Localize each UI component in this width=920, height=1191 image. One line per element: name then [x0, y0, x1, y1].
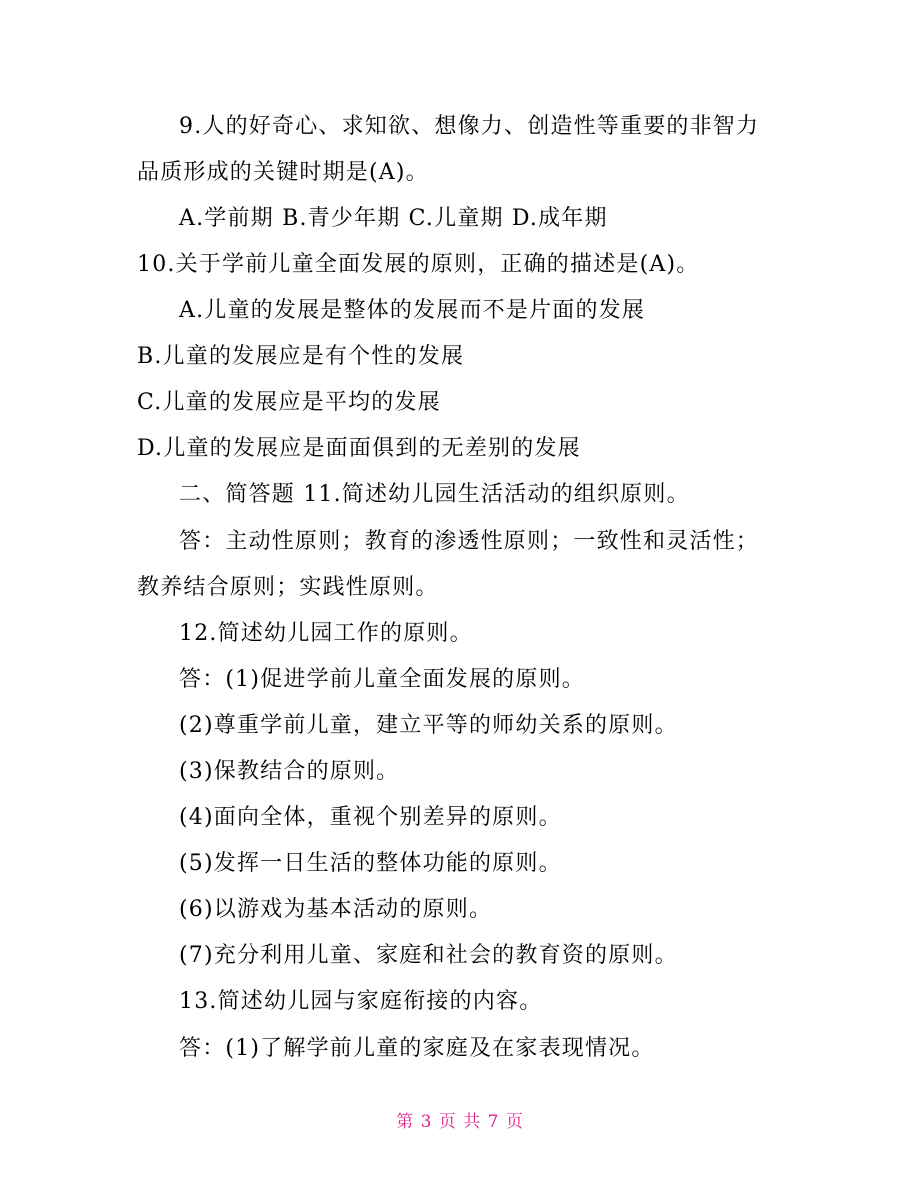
page-number-footer: 第 3 页 共 7 页 — [396, 1112, 524, 1132]
answer-12-item-7: (7)充分利用儿童、家庭和社会的教育资的原则。 — [179, 943, 678, 968]
section-short-answer-q11: 二、简答题 11.简述幼儿园生活活动的组织原则。 — [179, 482, 690, 507]
question-10-line: 10.关于学前儿童全面发展的原则，正确的描述是(A)。 — [137, 252, 700, 277]
question-10-option-b: B.儿童的发展应是有个性的发展 — [137, 344, 465, 369]
question-10-option-c: C.儿童的发展应是平均的发展 — [137, 390, 441, 415]
question-13-line: 13.简述幼儿园与家庭衔接的内容。 — [179, 989, 543, 1014]
question-10-option-d: D.儿童的发展应是面面俱到的无差别的发展 — [137, 436, 581, 461]
answer-12-item-1: 答：(1)促进学前儿童全面发展的原则。 — [179, 667, 585, 692]
answer-12-item-2: (2)尊重学前儿童，建立平等的师幼关系的原则。 — [179, 713, 678, 738]
question-9-line-1: 9.人的好奇心、求知欲、想像力、创造性等重要的非智力 — [179, 114, 760, 139]
answer-12-item-4: (4)面向全体，重视个别差异的原则。 — [179, 805, 562, 830]
answer-12-item-3: (3)保教结合的原则。 — [179, 759, 400, 784]
answer-11-line-2: 教养结合原则；实践性原则。 — [137, 575, 439, 600]
question-9-options: A.学前期 B.青少年期 C.儿童期 D.成年期 — [179, 206, 608, 231]
answer-12-item-5: (5)发挥一日生活的整体功能的原则。 — [179, 851, 562, 876]
question-10-option-a: A.儿童的发展是整体的发展而不是片面的发展 — [179, 298, 646, 323]
question-12-line: 12.简述幼儿园工作的原则。 — [179, 621, 473, 646]
answer-12-item-6: (6)以游戏为基本活动的原则。 — [179, 897, 493, 922]
question-9-line-2: 品质形成的关键时期是(A)。 — [137, 160, 429, 185]
answer-13-item-1: 答：(1)了解学前儿童的家庭及在家表现情况。 — [179, 1036, 655, 1061]
answer-11-line-1: 答：主动性原则；教育的渗透性原则；一致性和灵活性； — [179, 529, 760, 554]
